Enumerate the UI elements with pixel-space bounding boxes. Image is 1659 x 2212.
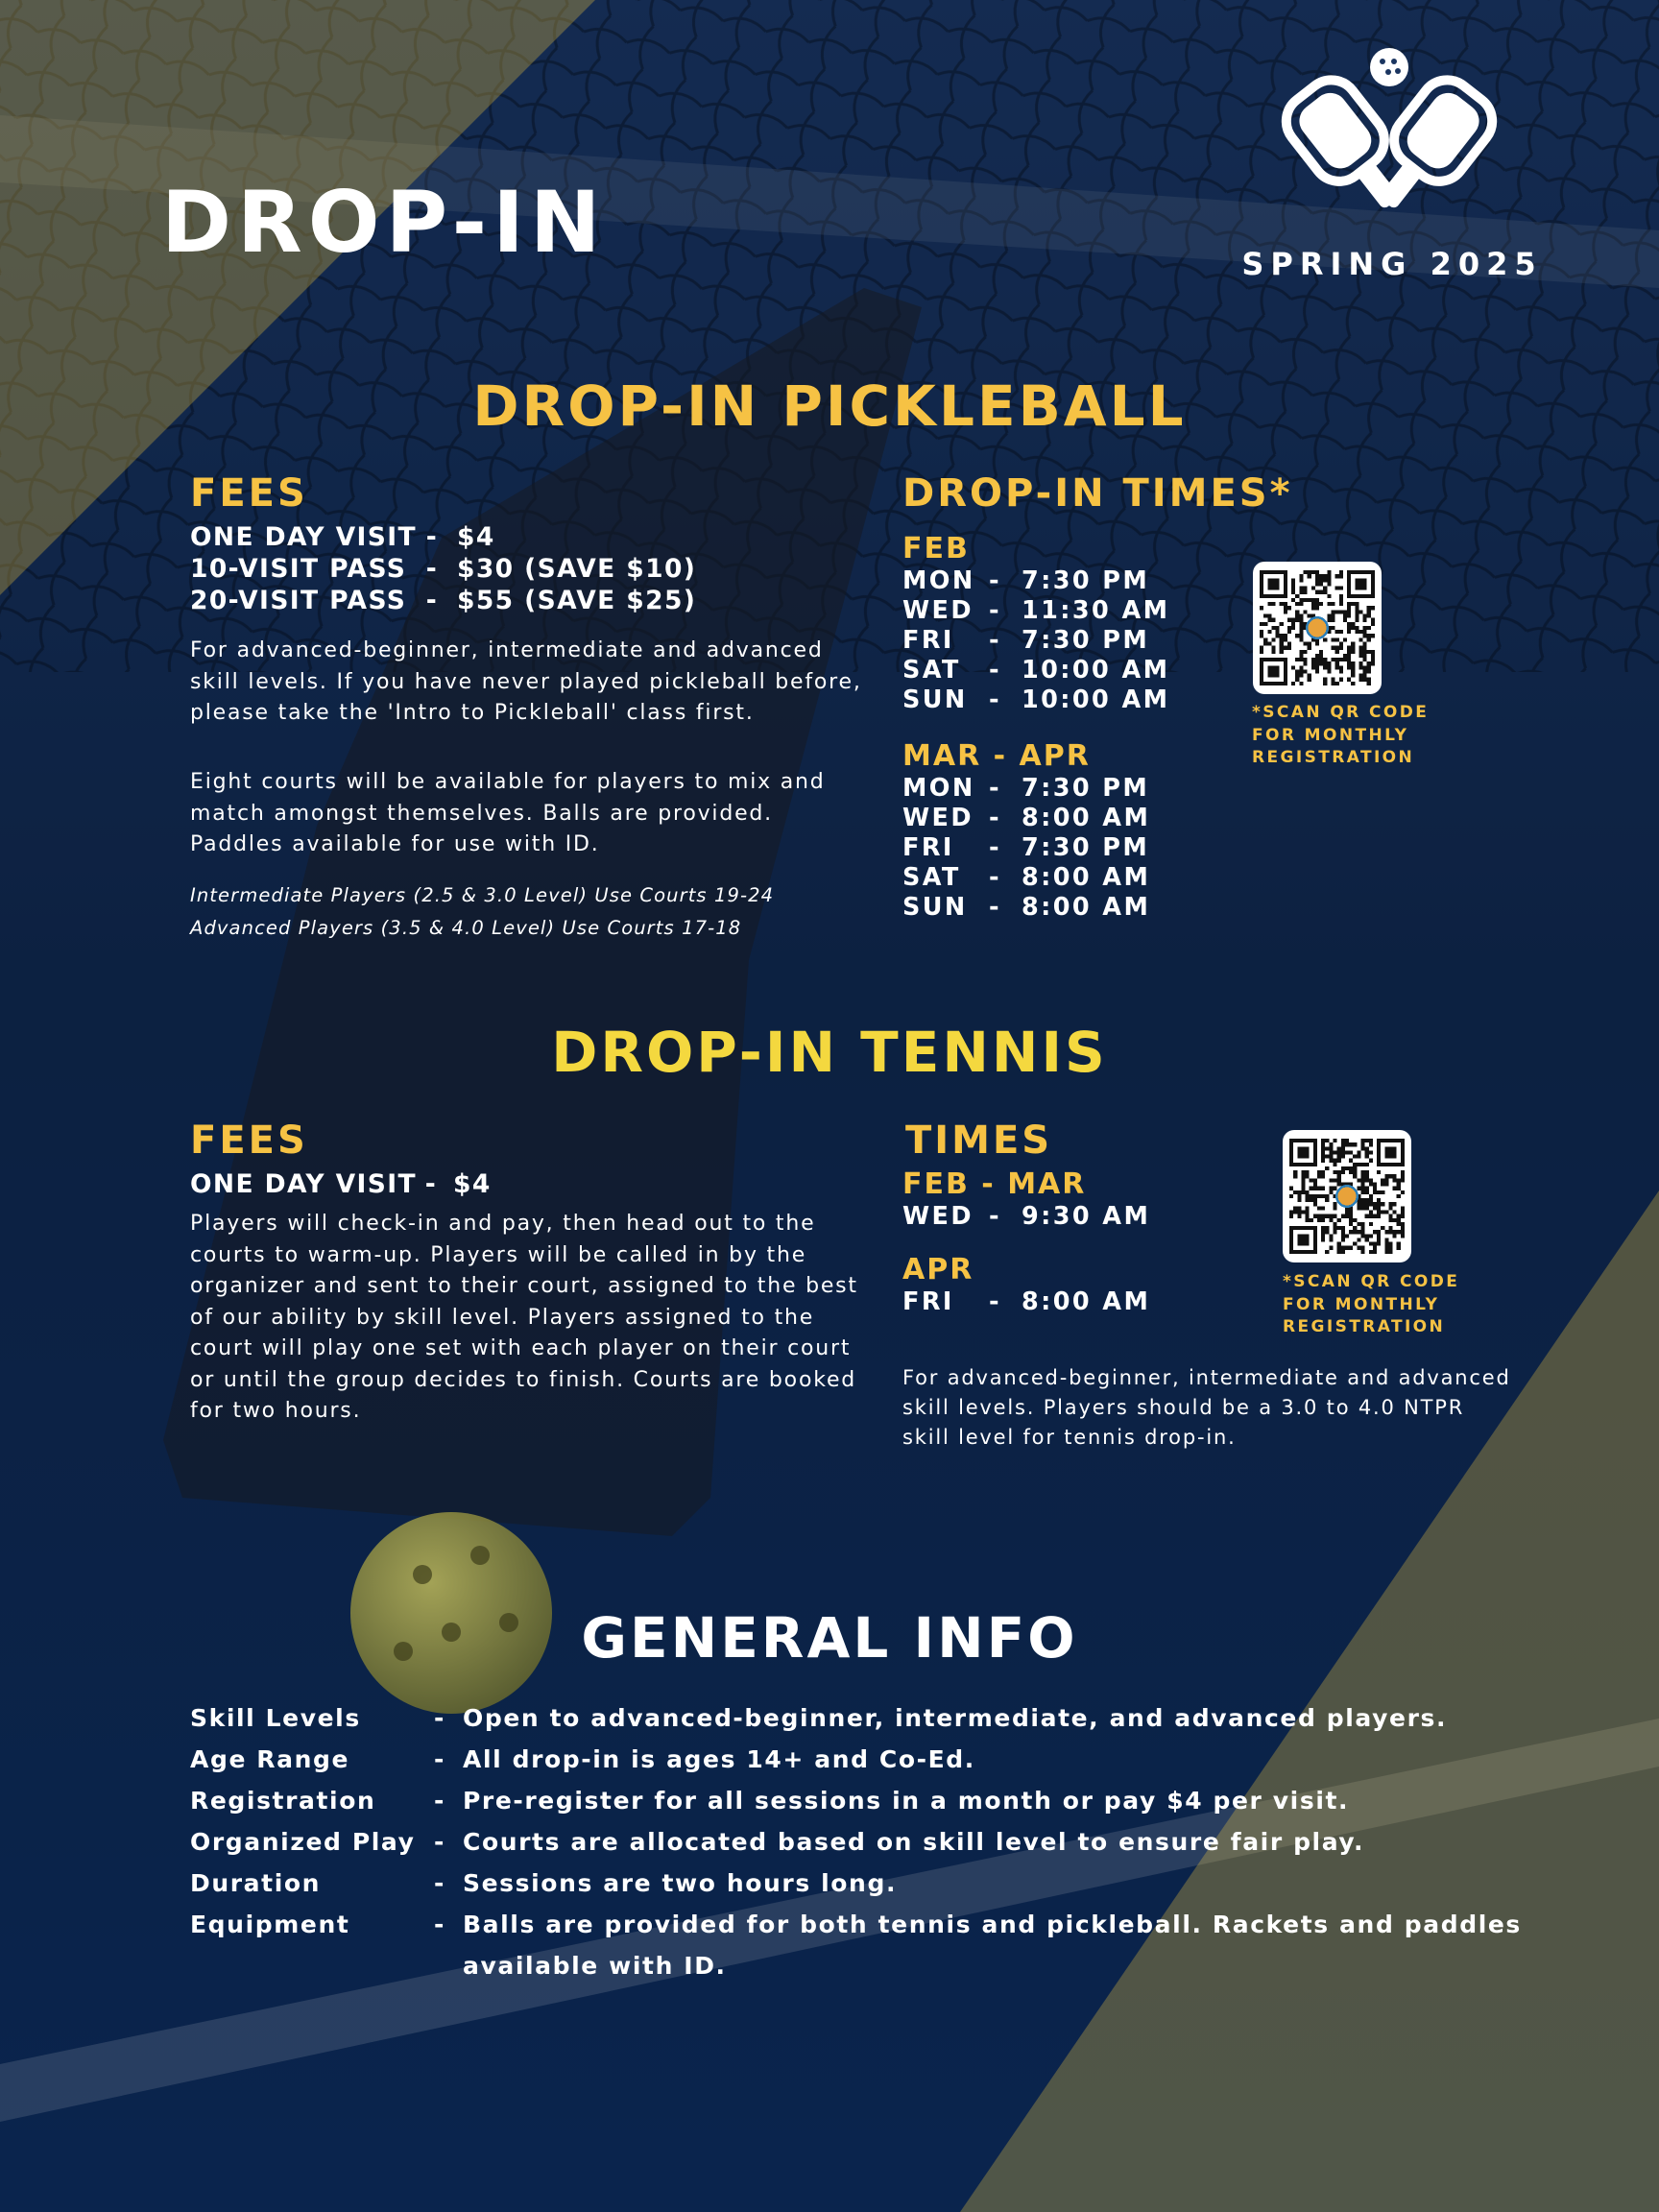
info-row-age-range xyxy=(190,1739,1534,1780)
info-dash: - xyxy=(434,1911,445,1938)
schedule-dash: - xyxy=(989,1202,1001,1231)
fee-row xyxy=(190,521,696,553)
schedule-day: SUN xyxy=(902,893,968,922)
schedule-time: 7:30 PM xyxy=(1022,626,1150,655)
general-info-title: GENERAL INFO xyxy=(581,1605,1078,1671)
schedule-time: 10:00 AM xyxy=(1022,656,1170,685)
fee-dash: - xyxy=(425,522,439,552)
schedule-day: FRI xyxy=(902,1287,954,1316)
intermediate-courts-note: Intermediate Players (2.5 & 3.0 Level) Use Courts 19-24 xyxy=(190,884,775,906)
info-row-organized-play xyxy=(190,1821,1534,1863)
schedule-row xyxy=(902,626,1169,656)
info-label: Skill Levels xyxy=(190,1704,361,1732)
info-value: Sessions are two hours long. xyxy=(463,1869,898,1897)
schedule-row xyxy=(902,774,1150,804)
schedule-month-mar-apr: MAR - APR xyxy=(902,739,1091,773)
schedule-dash: - xyxy=(989,863,1001,892)
info-dash: - xyxy=(434,1787,445,1815)
schedule-list-apr xyxy=(902,1287,1150,1317)
schedule-day: FRI xyxy=(902,833,954,862)
schedule-time: 11:30 AM xyxy=(1022,596,1170,625)
schedule-time: 9:30 AM xyxy=(1022,1202,1151,1231)
crossed-pickleball-paddles-icon xyxy=(1269,42,1509,225)
fee-row xyxy=(190,585,696,616)
schedule-day: WED xyxy=(902,804,974,832)
pickleball-fees-list xyxy=(190,521,696,616)
schedule-dash: - xyxy=(989,596,1001,625)
schedule-row xyxy=(902,656,1169,685)
info-label: Registration xyxy=(190,1787,376,1815)
tennis-skill-paragraph: For advanced-beginner, intermediate and advanced skill levels. Players should be a 3.0 to 4.0 NTPR skill level for tennis drop-in. xyxy=(902,1366,1511,1449)
info-row-duration xyxy=(190,1863,1534,1904)
page-title: DROP-IN xyxy=(161,173,607,272)
schedule-dash: - xyxy=(989,1287,1001,1316)
schedule-day: MON xyxy=(902,566,975,595)
schedule-month-feb: FEB xyxy=(902,532,970,565)
info-dash: - xyxy=(434,1828,445,1856)
schedule-dash: - xyxy=(989,685,1001,714)
info-value: All drop-in is ages 14+ and Co-Ed. xyxy=(463,1745,975,1773)
tennis-fees-list xyxy=(190,1168,492,1200)
pickleball-courts-paragraph: Eight courts will be available for players to mix and match amongst themselves. Balls are provided. Paddles available for use with ID. xyxy=(190,770,826,856)
schedule-day: SAT xyxy=(902,863,961,892)
tennis-qr-caption: *SCAN QR CODE FOR MONTHLY REGISTRATION xyxy=(1283,1272,1460,1336)
schedule-row xyxy=(902,833,1150,863)
schedule-month-apr: APR xyxy=(902,1253,974,1286)
schedule-dash: - xyxy=(989,566,1001,595)
schedule-dash: - xyxy=(989,804,1001,832)
schedule-time: 7:30 PM xyxy=(1022,566,1150,595)
schedule-row xyxy=(902,596,1169,626)
schedule-dash: - xyxy=(989,833,1001,862)
info-label: Age Range xyxy=(190,1745,350,1773)
pickleball-times-heading: DROP-IN TIMES* xyxy=(902,471,1293,516)
fee-dash: - xyxy=(425,554,439,584)
schedule-day: FRI xyxy=(902,626,954,655)
schedule-row xyxy=(902,1287,1150,1317)
info-row-skill-levels xyxy=(190,1697,1534,1739)
info-row-registration xyxy=(190,1780,1534,1821)
schedule-time: 10:00 AM xyxy=(1022,685,1170,714)
tennis-fees-heading: FEES xyxy=(190,1118,308,1163)
info-dash: - xyxy=(434,1869,445,1897)
season-label: SPRING 2025 xyxy=(1241,246,1543,282)
info-value: Courts are allocated based on skill level to ensure fair play. xyxy=(463,1828,1365,1856)
general-info-table xyxy=(190,1697,1534,1986)
schedule-time: 7:30 PM xyxy=(1022,833,1150,862)
pickleball-skill-paragraph: For advanced-beginner, intermediate and advanced skill levels. If you have never played pickleball before, please take the 'Intro to Pickleball' class first. xyxy=(190,638,862,725)
schedule-month-feb-mar: FEB - MAR xyxy=(902,1167,1087,1201)
info-dash: - xyxy=(434,1704,445,1732)
schedule-row xyxy=(902,863,1150,893)
schedule-row xyxy=(902,1202,1150,1232)
fee-name: ONE DAY VISIT xyxy=(190,522,418,552)
schedule-time: 8:00 AM xyxy=(1022,804,1151,832)
schedule-row xyxy=(902,685,1169,715)
schedule-time: 7:30 PM xyxy=(1022,774,1150,803)
fee-dash: - xyxy=(425,586,439,615)
fee-dash: - xyxy=(424,1169,438,1199)
schedule-time: 8:00 AM xyxy=(1022,863,1151,892)
fee-price: $30 (SAVE $10) xyxy=(457,554,697,584)
schedule-dash: - xyxy=(989,774,1001,803)
schedule-row xyxy=(902,893,1150,923)
schedule-dash: - xyxy=(989,893,1001,922)
info-label: Equipment xyxy=(190,1911,350,1938)
qr-code-icon xyxy=(1289,1137,1405,1256)
schedule-day: SUN xyxy=(902,685,968,714)
info-value: Open to advanced-beginner, intermediate, and advanced players. xyxy=(463,1704,1448,1732)
info-dash: - xyxy=(434,1745,445,1773)
schedule-list-feb-mar xyxy=(902,1202,1150,1232)
info-value: Balls are provided for both tennis and pickleball. Rackets and paddles available with ID. xyxy=(463,1911,1522,1980)
schedule-list-feb xyxy=(902,566,1169,715)
tennis-section-title: DROP-IN TENNIS xyxy=(551,1020,1108,1085)
fee-price: $55 (SAVE $25) xyxy=(457,586,697,615)
schedule-dash: - xyxy=(989,656,1001,685)
info-label: Organized Play xyxy=(190,1828,416,1856)
schedule-dash: - xyxy=(989,626,1001,655)
fee-row xyxy=(190,1168,492,1200)
fee-price: $4 xyxy=(453,1169,492,1199)
fee-name: 10-VISIT PASS xyxy=(190,554,407,584)
fee-name: 20-VISIT PASS xyxy=(190,586,407,615)
pickleball-qr-caption: *SCAN QR CODE FOR MONTHLY REGISTRATION xyxy=(1252,703,1430,767)
fee-name: ONE DAY VISIT xyxy=(190,1169,418,1199)
advanced-courts-note: Advanced Players (3.5 & 4.0 Level) Use Courts 17-18 xyxy=(190,917,742,939)
pickleball-qr-code[interactable] xyxy=(1253,562,1382,694)
schedule-time: 8:00 AM xyxy=(1022,893,1151,922)
schedule-list-mar-apr xyxy=(902,774,1150,923)
qr-code-icon xyxy=(1260,568,1375,687)
fee-row xyxy=(190,553,696,585)
schedule-day: WED xyxy=(902,596,974,625)
pickleball-section-title: DROP-IN PICKLEBALL xyxy=(472,373,1187,439)
schedule-row xyxy=(902,566,1169,596)
tennis-format-paragraph: Players will check-in and pay, then head out to the courts to warm-up. Players will be called in by the organizer and sent to their court, assigned to the best of our ability by skill level. Players assigned to the court will play one set with each player on their court or until the group decides to finish. Courts are booked for two hours. xyxy=(190,1212,858,1423)
pickleball-fees-heading: FEES xyxy=(190,471,308,516)
tennis-qr-code[interactable] xyxy=(1283,1130,1411,1262)
info-value: Pre-register for all sessions in a month or pay $4 per visit. xyxy=(463,1787,1350,1815)
info-row-equipment xyxy=(190,1904,1534,1986)
schedule-day: SAT xyxy=(902,656,961,685)
schedule-row xyxy=(902,804,1150,833)
fee-price: $4 xyxy=(457,522,495,552)
schedule-day: WED xyxy=(902,1202,974,1231)
tennis-times-heading: TIMES xyxy=(905,1118,1053,1163)
schedule-time: 8:00 AM xyxy=(1022,1287,1151,1316)
schedule-day: MON xyxy=(902,774,975,803)
info-label: Duration xyxy=(190,1869,322,1897)
